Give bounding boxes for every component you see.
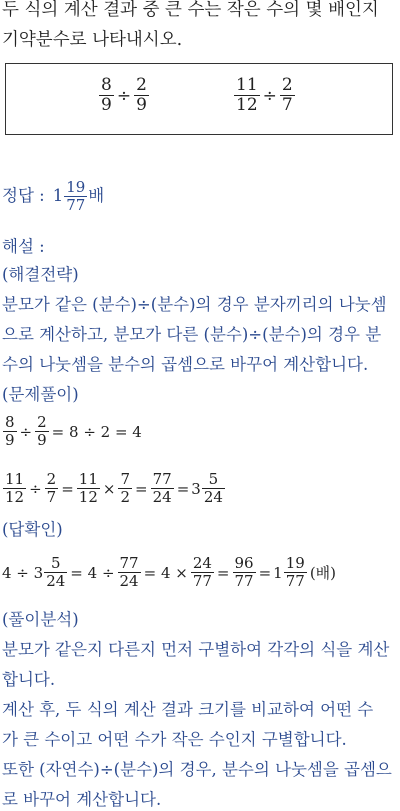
equation-lead: 4 ÷ 3 (2, 563, 44, 582)
numerator: 2 (281, 75, 293, 95)
denominator: 77 (192, 572, 212, 590)
analysis-line-4: 가 큰 수이고 어떤 수가 작은 수인지 구별합니다. (2, 730, 347, 749)
denominator: 12 (78, 488, 98, 506)
solution-equation-1: $\frac{8}{9}$ ÷ $\frac{2}{9}$ = 8 ÷ 2 = 4 (5, 413, 142, 449)
analysis-line-2: 합니다. (2, 670, 56, 689)
question-box (5, 63, 393, 135)
numerator: 77 (152, 470, 172, 488)
question-line-2: 기약분수로 나타내시오. (2, 30, 183, 50)
denominator: 24 (152, 488, 172, 506)
strategy-line-2: 으로 계산하고, 분모가 다른 (분수)÷(분수)의 경우 분 (2, 325, 382, 344)
analysis-line-6: 로 바꾸어 계산합니다. (2, 790, 162, 809)
analysis-title: (풀이분석) (2, 610, 79, 629)
numerator: 11 (78, 470, 98, 488)
numerator: 19 (285, 554, 305, 572)
numerator: 2 (37, 413, 47, 431)
check-equation: 4 ÷ 3 $\frac{5}{24}$ = 4 ÷ $\frac{77}{24}$ = 4 × $\frac{24}{77}$ = $\frac{96}{77}$ = 1 $\frac{19}{77}$ (배) (2, 554, 337, 590)
numerator: 11 (236, 75, 258, 95)
denominator: 77 (285, 572, 305, 590)
numerator: 8 (101, 75, 112, 95)
numerator: 24 (192, 554, 212, 572)
numerator: 8 (5, 413, 15, 431)
denominator: 9 (5, 431, 15, 449)
numerator: 19 (66, 178, 86, 196)
strategy-line-1: 분모가 같은 (분수)÷(분수)의 경우 분자끼리의 나눗셈 (2, 295, 387, 314)
check-title: (답확인) (2, 520, 63, 539)
strategy-title: (해결전략) (2, 265, 79, 284)
numerator: 7 (120, 470, 131, 488)
numerator: 5 (50, 554, 61, 572)
expression-1 (98, 77, 150, 114)
equation-unit: (배) (309, 564, 337, 582)
denominator: 9 (37, 431, 47, 449)
analysis-line-5: 또한 (자연수)÷(분수)의 경우, 분수의 나눗셈을 곱셈으 (2, 760, 392, 779)
denominator: 77 (66, 196, 86, 214)
denominator: 12 (236, 95, 258, 115)
mixed-whole: 1 (273, 563, 283, 582)
solution-title: (문제풀이) (2, 385, 79, 404)
equation-mid: = 4 × (143, 563, 188, 582)
analysis-line-1: 분모가 같은지 다른지 먼저 구별하여 각각의 식을 계산 (2, 640, 390, 659)
strategy-line-3: 수의 나눗셈을 분수의 곱셈으로 바꾸어 계산합니다. (2, 355, 369, 374)
numerator: 96 (234, 554, 254, 572)
divide-sign: ÷ (116, 85, 132, 106)
numerator: 77 (119, 554, 139, 572)
numerator: 11 (5, 470, 25, 488)
solution-equation-2: $\frac{11}{12}$ ÷ $\frac{2}{7}$ = $\frac{11}{12}$ × $\frac{7}{2}$ = $\frac{77}{24}$ = 3 $\frac{5}{24}$ (5, 470, 223, 506)
denominator: 7 (46, 488, 57, 506)
answer-row (2, 180, 104, 213)
denominator: 9 (101, 95, 112, 115)
denominator: 9 (136, 95, 147, 115)
denominator: 12 (5, 488, 25, 506)
equation-tail: = 8 ÷ 2 = 4 (51, 422, 142, 441)
question-line-1: 두 식의 계산 결과 중 큰 수는 작은 수의 몇 배인지 (2, 0, 379, 20)
answer-unit: 배 (88, 186, 105, 206)
denominator: 24 (46, 572, 66, 590)
expression-2 (233, 77, 296, 114)
answer-whole: 1 (52, 186, 64, 206)
denominator: 24 (119, 572, 139, 590)
explain-label: 해설 : (2, 237, 45, 256)
answer-label: 정답 : (2, 186, 45, 206)
mixed-whole: 3 (191, 479, 201, 498)
numerator: 2 (136, 75, 147, 95)
equation-mid: = 4 ÷ (70, 563, 115, 582)
numerator: 2 (46, 470, 57, 488)
denominator: 7 (281, 95, 293, 115)
denominator: 24 (203, 488, 223, 506)
divide-sign: ÷ (262, 85, 277, 106)
analysis-line-3: 계산 후, 두 식의 계산 결과 크기를 비교하여 어떤 수 (2, 700, 374, 719)
denominator: 77 (234, 572, 254, 590)
numerator: 5 (208, 470, 219, 488)
denominator: 2 (120, 488, 131, 506)
